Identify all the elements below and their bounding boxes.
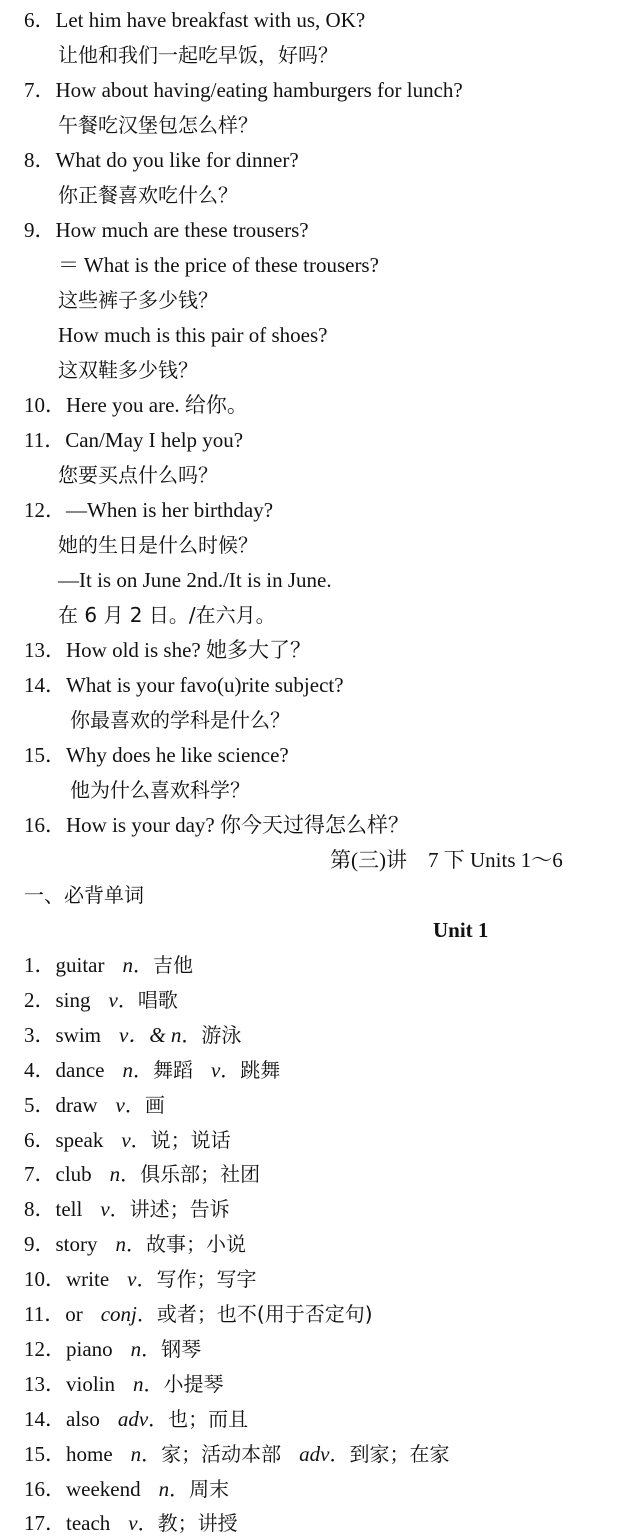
english-text: How old is she? 她多大了？ <box>66 638 311 662</box>
item-number: 10． <box>24 393 66 417</box>
chinese-meaning: 家；活动本部 <box>161 1441 282 1466</box>
sentence-line <box>24 495 273 525</box>
chinese-translation: 你最喜欢的学科是什么？ <box>70 708 290 732</box>
part-of-speech: v <box>127 1267 137 1292</box>
vocab-entry: 8．tell v．讲述；告诉 <box>24 1197 230 1222</box>
item-number: 15． <box>24 743 66 767</box>
english-text: Why does he like science? <box>66 743 289 767</box>
part-of-speech: v <box>115 1092 125 1117</box>
chinese-meaning: 俱乐部；社团 <box>140 1162 261 1187</box>
item-number: 5． <box>24 1092 56 1117</box>
sentence-line <box>24 670 344 700</box>
item-number: 17． <box>24 1511 66 1536</box>
english-text: Here you are. 给你。 <box>66 393 248 417</box>
item-number: 8． <box>24 148 56 172</box>
english-text: How much are these trousers? <box>55 218 309 242</box>
part-of-speech: n <box>158 1476 170 1501</box>
vocab-word: violin <box>66 1371 116 1396</box>
chinese-translation: 午餐吃汉堡包怎么样？ <box>58 113 258 137</box>
vocab-entry: 6．speak v．说；说话 <box>24 1127 231 1152</box>
vocab-entry: 7．club n．俱乐部；社团 <box>24 1162 261 1187</box>
chinese-meaning: 说；说话 <box>150 1127 231 1152</box>
chinese-meaning: 画 <box>144 1092 165 1117</box>
vocab-word: club <box>55 1162 92 1187</box>
chinese-meaning: 故事；小说 <box>146 1232 246 1257</box>
chinese-meaning: 周末 <box>189 1476 230 1501</box>
chinese-meaning: 舞蹈 <box>152 1057 193 1082</box>
vocab-entry: 9．story n．故事；小说 <box>24 1232 246 1257</box>
part-of-speech: n <box>115 1232 126 1257</box>
english-text: —When is her birthday? <box>66 498 274 522</box>
item-number: 9． <box>24 1232 56 1257</box>
item-number: 13． <box>24 1371 66 1396</box>
vocab-entry: 4．dance n．舞蹈 v．跳舞 <box>24 1057 281 1082</box>
part-of-speech: n <box>133 1371 144 1396</box>
vocab-entry: 15．home n．家；活动本部 adv．到家；在家 <box>24 1441 450 1466</box>
vocab-word: or <box>65 1302 83 1326</box>
vocab-entry: 2．sing v．唱歌 <box>24 987 178 1012</box>
chinese-translation: 在 6 月 2 日。/在六月。 <box>58 603 276 627</box>
item-number: 14． <box>24 1406 66 1431</box>
item-number: 11． <box>24 1302 66 1326</box>
vocab-word: sing <box>55 987 91 1012</box>
english-text: What do you like for dinner? <box>55 148 299 172</box>
vocab-word: guitar <box>55 953 105 977</box>
item-number: 9． <box>24 218 56 242</box>
chinese-meaning: 到家；在家 <box>349 1441 450 1466</box>
part-of-speech: v <box>128 1511 138 1536</box>
item-number: 11． <box>24 428 66 452</box>
chinese-meaning: 唱歌 <box>137 987 178 1012</box>
item-number: 4． <box>24 1057 56 1082</box>
sentence-line <box>24 5 365 35</box>
vocab-entry: 5．draw v．画 <box>24 1092 165 1117</box>
vocab-word: story <box>55 1232 98 1257</box>
item-number: 6． <box>24 8 56 32</box>
chinese-meaning: 也；而且 <box>168 1406 249 1431</box>
item-number: 8． <box>24 1197 56 1222</box>
vocab-word: speak <box>55 1127 104 1152</box>
sentence-line <box>24 215 309 245</box>
item-number: 16． <box>24 813 66 837</box>
item-number: 1． <box>24 953 56 977</box>
english-text: —It is on June 2nd./It is in June. <box>58 568 332 592</box>
part-of-speech: v <box>100 1197 110 1222</box>
sentence-line <box>24 390 248 420</box>
vocab-word: tell <box>55 1197 83 1222</box>
vocab-entry: 10．write v．写作；写字 <box>24 1267 257 1292</box>
part-of-speech: v <box>108 987 118 1012</box>
vocab-entry: 14．also adv．也；而且 <box>24 1406 249 1431</box>
chinese-meaning: 讲述；告诉 <box>129 1197 230 1222</box>
item-number: 12． <box>24 1336 66 1361</box>
vocab-entry: 1．guitar n．吉他 <box>24 953 193 977</box>
vocab-word: piano <box>66 1336 113 1361</box>
part-of-speech: v <box>121 1127 131 1152</box>
chinese-meaning: 教；讲授 <box>157 1511 238 1536</box>
part-of-speech: v．& n <box>119 1022 182 1047</box>
part-of-speech: conj <box>100 1302 137 1326</box>
vocab-entry: 16．weekend n．周末 <box>24 1476 230 1501</box>
chinese-translation: 这些裤子多少钱？ <box>58 288 218 312</box>
vocab-word: home <box>66 1441 113 1466</box>
item-number: 3． <box>24 1022 56 1047</box>
vocab-word: also <box>66 1406 100 1431</box>
english-text: Can/May I help you? <box>65 428 244 452</box>
item-number: 12． <box>24 498 66 522</box>
sentence-line <box>24 810 409 840</box>
vocab-word: write <box>66 1267 110 1292</box>
part-of-speech: v <box>210 1057 221 1082</box>
english-text: How much is this pair of shoes? <box>58 323 328 347</box>
vocab-entry: 12．piano n．钢琴 <box>24 1336 202 1361</box>
english-alternative: ＝ What is the price of these trousers? <box>58 253 379 277</box>
chinese-meaning: 游泳 <box>201 1022 242 1047</box>
chinese-meaning: 钢琴 <box>161 1336 202 1361</box>
item-number: 2． <box>24 987 56 1012</box>
item-number: 6． <box>24 1127 56 1152</box>
english-text: How about having/eating hamburgers for lunch? <box>55 78 463 102</box>
english-text: Let him have breakfast with us, OK? <box>55 8 366 32</box>
chinese-meaning: 或者；也不(用于否定句) <box>156 1302 373 1326</box>
part-of-speech: n <box>130 1441 142 1466</box>
part-of-speech: adv <box>299 1441 330 1466</box>
section-heading: 一、必背单词 <box>24 883 144 907</box>
vocab-entry: 13．violin n．小提琴 <box>24 1371 224 1396</box>
lecture-title: 第(三)讲 7 下 Units 1～6 <box>330 848 563 872</box>
sentence-line <box>24 425 243 455</box>
part-of-speech: n <box>130 1336 142 1361</box>
part-of-speech: n <box>122 953 133 977</box>
item-number: 14． <box>24 673 66 697</box>
part-of-speech: n <box>122 1057 133 1082</box>
english-text: How is your day? 你今天过得怎么样？ <box>66 813 409 837</box>
vocab-entry: 11．or conj．或者；也不(用于否定句) <box>24 1302 373 1326</box>
vocab-word: teach <box>66 1511 111 1536</box>
chinese-translation: 你正餐喜欢吃什么？ <box>58 183 238 207</box>
item-number: 7． <box>24 1162 56 1187</box>
vocab-entry: 3．swim v．& n．游泳 <box>24 1022 242 1047</box>
sentence-line <box>24 740 289 770</box>
sentence-line <box>24 145 299 175</box>
part-of-speech: adv <box>117 1406 149 1431</box>
unit-title: Unit 1 <box>433 918 489 942</box>
chinese-translation: 您要买点什么吗？ <box>58 463 218 487</box>
chinese-meaning: 吉他 <box>152 953 193 977</box>
vocab-word: draw <box>55 1092 98 1117</box>
chinese-meaning: 小提琴 <box>163 1371 224 1396</box>
item-number: 16． <box>24 1476 66 1501</box>
chinese-translation: 她的生日是什么时候？ <box>58 533 258 557</box>
sentence-line <box>24 635 311 665</box>
item-number: 13． <box>24 638 66 662</box>
item-number: 7． <box>24 78 56 102</box>
english-text: What is your favo(u)rite subject? <box>66 673 344 697</box>
chinese-translation: 这双鞋多少钱？ <box>58 358 198 382</box>
chinese-translation: 他为什么喜欢科学？ <box>70 778 250 802</box>
chinese-meaning: 写作；写字 <box>156 1267 257 1292</box>
vocab-entry: 17．teach v．教；讲授 <box>24 1511 238 1536</box>
sentence-line <box>24 75 463 105</box>
chinese-translation: 让他和我们一起吃早饭，好吗？ <box>58 43 338 67</box>
item-number: 10． <box>24 1267 66 1292</box>
part-of-speech: n <box>109 1162 121 1187</box>
vocab-word: weekend <box>66 1476 141 1501</box>
vocab-word: swim <box>55 1022 102 1047</box>
item-number: 15． <box>24 1441 66 1466</box>
chinese-meaning: 跳舞 <box>240 1057 281 1082</box>
vocab-word: dance <box>55 1057 105 1082</box>
